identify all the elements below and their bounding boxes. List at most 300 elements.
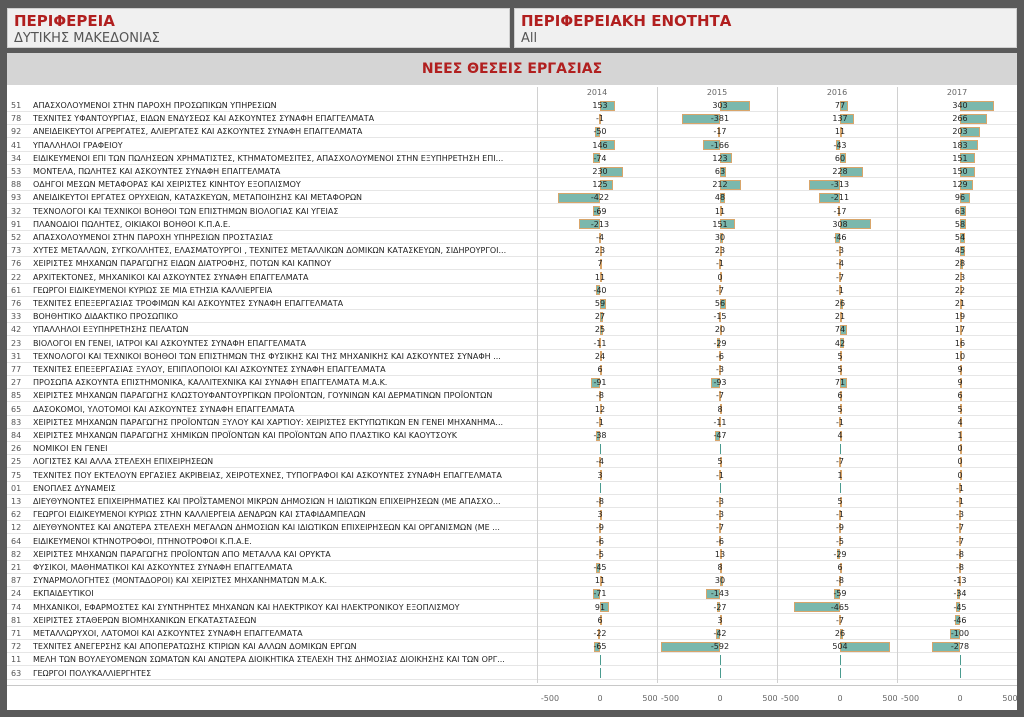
occupation-name: ΕΙΔΙΚΕΥΜΕΝΟΙ ΕΠΙ ΤΩΝ ΠΩΛΗΣΕΩΝ ΧΡΗΜΑΤΙΣΤΕΣ, ΚΤΗΜΑΤΟΜΕΣΙΤΕΣ, ΑΠΑΣΧΟΛΟΥΜΕΝΟΙ ΣΤΗΝ ΕΞΥΠΗΡΕΤΗΣΗ ΕΠΙ... bbox=[33, 153, 504, 163]
axis-tick-label: 0 bbox=[837, 694, 843, 703]
axis-tick-label: -500 bbox=[900, 694, 920, 703]
data-label: -13 bbox=[953, 576, 967, 586]
occupation-code: 01 bbox=[11, 483, 22, 493]
occupation-code: 33 bbox=[11, 312, 22, 322]
data-label: -143 bbox=[710, 589, 730, 599]
zero-marker bbox=[720, 444, 721, 454]
data-label: -6 bbox=[596, 536, 604, 546]
data-label: -29 bbox=[833, 549, 847, 559]
data-label: 11 bbox=[594, 272, 606, 282]
occupation-code: 42 bbox=[11, 325, 22, 335]
row-label bbox=[7, 178, 537, 191]
occupation-name: ΤΕΧΝΙΤΕΣ ΑΝΕΓΕΡΣΗΣ ΚΑΙ ΑΠΟΠΕΡΑΤΩΣΗΣ ΚΤΙΡΙΩΝ ΚΑΙ ΑΛΛΩΝ ΔΟΜΙΚΩΝ ΕΡΓΩΝ bbox=[33, 642, 357, 652]
axis-tick-label: 500 bbox=[762, 694, 778, 703]
occupation-code: 72 bbox=[11, 642, 22, 652]
data-label: -1 bbox=[956, 483, 964, 493]
data-label: -1 bbox=[596, 417, 604, 427]
data-label: 54 bbox=[954, 233, 966, 242]
zero-marker bbox=[840, 668, 841, 678]
zero-marker bbox=[960, 668, 961, 678]
data-label: -50 bbox=[593, 127, 607, 137]
row-label bbox=[7, 271, 537, 284]
data-label: 63 bbox=[714, 167, 726, 176]
x-axis bbox=[7, 685, 1017, 711]
data-label: -278 bbox=[950, 642, 970, 652]
chart-panel bbox=[7, 53, 1017, 710]
zero-marker bbox=[720, 668, 721, 678]
data-label: -3 bbox=[716, 510, 724, 520]
data-label: 25 bbox=[594, 325, 606, 335]
data-label: 203 bbox=[952, 127, 968, 137]
data-label: 151 bbox=[712, 219, 728, 229]
occupation-code: 22 bbox=[11, 272, 22, 282]
occupation-code: 53 bbox=[11, 167, 22, 176]
data-label: -8 bbox=[956, 563, 964, 572]
occupation-name: ΤΕΧΝΙΤΕΣ ΕΠΕΞΕΡΓΑΣΙΑΣ ΤΡΟΦΙΜΩΝ ΚΑΙ ΑΣΚΟΥΝΤΕΣ ΣΥΝΑΦΗ ΕΠΑΓΓΕΛΜΑΤΑ bbox=[33, 299, 344, 308]
occupation-code: 32 bbox=[11, 206, 22, 216]
zero-marker bbox=[600, 483, 601, 493]
axis-tick-label: -500 bbox=[660, 694, 680, 703]
data-label: -11 bbox=[713, 417, 727, 427]
occupation-name: ΜΟΝΤΕΛΑ, ΠΩΛΗΤΕΣ ΚΑΙ ΑΣΚΟΥΝΤΕΣ ΣΥΝΑΦΗ ΕΠΑΓΓΕΛΜΑΤΑ bbox=[33, 167, 281, 176]
occupation-code: 23 bbox=[11, 338, 22, 348]
axis-tick-label: 500 bbox=[1002, 694, 1018, 703]
occupation-name: ΠΡΟΣΩΠΑ ΑΣΚΟΥΝΤΑ ΕΠΙΣΤΗΜΟΝΙΚΑ, ΚΑΛΛΙΤΕΧΝΙΚΑ ΚΑΙ ΣΥΝΑΦΗ ΕΠΑΓΓΕΛΜΑΤΑ Μ.Α.Κ. bbox=[33, 378, 388, 388]
data-label: -6 bbox=[716, 536, 724, 546]
row-label bbox=[7, 205, 537, 218]
data-label: -46 bbox=[833, 233, 847, 242]
occupation-code: 76 bbox=[11, 299, 22, 308]
data-label: -4 bbox=[596, 233, 604, 242]
data-label: -71 bbox=[593, 589, 607, 599]
data-label: 28 bbox=[954, 259, 966, 269]
data-label: 77 bbox=[834, 101, 846, 110]
row-label bbox=[7, 482, 537, 495]
data-label: -42 bbox=[713, 629, 727, 638]
data-label: 308 bbox=[832, 219, 848, 229]
axis-tick-label: -500 bbox=[780, 694, 800, 703]
data-label: -1 bbox=[596, 114, 604, 124]
occupation-name: ΧΕΙΡΙΣΤΕΣ ΜΗΧΑΝΩΝ ΠΑΡΑΓΩΓΗΣ ΕΙΔΩΝ ΔΙΑΤΡΟΦΗΣ, ΠΟΤΩΝ ΚΑΙ ΚΑΠΝΟΥ bbox=[33, 259, 332, 269]
data-label: -7 bbox=[956, 523, 964, 533]
data-label: 153 bbox=[592, 101, 608, 110]
occupation-code: 75 bbox=[11, 470, 22, 480]
occupation-name: ΑΠΑΣΧΟΛΟΥΜΕΝΟΙ ΣΤΗΝ ΠΑΡΟΧΗ ΥΠΗΡΕΣΙΩΝ ΠΡΟΣΤΑΣΙΑΣ bbox=[33, 233, 274, 242]
filter-regional-unit[interactable] bbox=[514, 8, 1017, 48]
pane-separator bbox=[537, 87, 538, 683]
data-label: 5 bbox=[837, 497, 843, 506]
data-label: -59 bbox=[833, 589, 847, 599]
data-label: -313 bbox=[830, 180, 850, 190]
data-label: 42 bbox=[834, 338, 846, 348]
row-label bbox=[7, 627, 537, 640]
data-label: -47 bbox=[713, 431, 727, 440]
row-label bbox=[7, 112, 537, 125]
data-label: -8 bbox=[596, 391, 604, 401]
occupation-code: 64 bbox=[11, 536, 22, 546]
occupation-name: ΥΠΑΛΛΗΛΟΙ ΕΞΥΠΗΡΕΤΗΣΗΣ ΠΕΛΑΤΩΝ bbox=[33, 325, 189, 335]
data-label: -93 bbox=[713, 378, 727, 388]
data-label: -422 bbox=[590, 193, 610, 203]
data-label: -4 bbox=[836, 259, 844, 269]
data-label: 21 bbox=[954, 299, 966, 308]
data-label: -3 bbox=[716, 497, 724, 506]
data-label: 340 bbox=[952, 101, 968, 110]
data-label: 96 bbox=[954, 193, 966, 203]
pane-separator bbox=[777, 87, 778, 683]
data-label: -4 bbox=[596, 457, 604, 467]
data-label: -7 bbox=[716, 391, 724, 401]
data-label: 6 bbox=[957, 391, 963, 401]
chart-title: ΝΕΕΣ ΘΕΣΕΙΣ ΕΡΓΑΣΙΑΣ bbox=[7, 53, 1017, 85]
data-label: 1 bbox=[837, 470, 843, 480]
zero-marker bbox=[840, 655, 841, 665]
occupation-code: 52 bbox=[11, 233, 22, 242]
data-label: 23 bbox=[954, 272, 966, 282]
row-label bbox=[7, 99, 537, 112]
data-label: -1 bbox=[716, 259, 724, 269]
axis-tick-label: 0 bbox=[597, 694, 603, 703]
occupation-name: ΧΕΙΡΙΣΤΕΣ ΜΗΧΑΝΩΝ ΠΑΡΑΓΩΓΗΣ ΠΡΟΪΟΝΤΩΝ ΑΠΟ ΜΕΤΑΛΛΑ ΚΑΙ ΟΡΥΚΤΑ bbox=[33, 549, 331, 559]
pane-separator bbox=[897, 87, 898, 683]
data-label: 27 bbox=[594, 312, 606, 322]
data-label: 6 bbox=[597, 365, 603, 374]
data-label: 5 bbox=[837, 404, 843, 414]
occupation-code: 34 bbox=[11, 153, 22, 163]
occupation-code: 91 bbox=[11, 219, 22, 229]
row-label bbox=[7, 455, 537, 468]
row-label bbox=[7, 218, 537, 231]
occupation-code: 88 bbox=[11, 180, 22, 190]
data-label: 6 bbox=[837, 391, 843, 401]
occupation-code: 63 bbox=[11, 668, 22, 678]
occupation-code: 92 bbox=[11, 127, 22, 137]
occupation-name: ΓΕΩΡΓΟΙ ΠΟΛΥΚΑΛΛΙΕΡΓΗΤΕΣ bbox=[33, 668, 152, 678]
occupation-name: ΧΕΙΡΙΣΤΕΣ ΣΤΑΘΕΡΩΝ ΒΙΟΜΗΧΑΝΙΚΩΝ ΕΓΚΑΤΑΣΤΑΣΕΩΝ bbox=[33, 615, 257, 625]
occupation-code: 84 bbox=[11, 431, 22, 440]
data-label: 26 bbox=[834, 629, 846, 638]
data-label: 5 bbox=[957, 404, 963, 414]
data-label: 23 bbox=[594, 246, 606, 256]
occupation-code: 62 bbox=[11, 510, 22, 520]
data-label: 30 bbox=[714, 233, 726, 242]
data-label: -3 bbox=[956, 510, 964, 520]
occupation-code: 74 bbox=[11, 602, 22, 612]
occupation-code: 81 bbox=[11, 615, 22, 625]
data-label: -43 bbox=[833, 140, 847, 150]
data-label: 24 bbox=[594, 351, 606, 361]
row-label bbox=[7, 416, 537, 429]
row-label bbox=[7, 350, 537, 363]
data-label: 11 bbox=[714, 206, 726, 216]
pane-separator bbox=[657, 87, 658, 683]
year-label-2017: 2017 bbox=[946, 88, 968, 97]
occupation-name: ΔΙΕΥΘΥΝΟΝΤΕΣ ΕΠΙΧΕΙΡΗΜΑΤΙΕΣ ΚΑΙ ΠΡΟΪΣΤΑΜΕΝΟΙ ΜΙΚΡΩΝ ΔΗΜΟΣΙΩΝ Η ΙΔΙΩΤΙΚΩΝ ΕΠΙΧΕΙΡΗΣΕΩΝ (ΜΕ ΑΠΑΣΧΟ... bbox=[33, 497, 501, 506]
data-label: 45 bbox=[954, 246, 966, 256]
data-label: 0 bbox=[957, 444, 963, 454]
data-label: -8 bbox=[596, 497, 604, 506]
occupation-code: 77 bbox=[11, 365, 22, 374]
zero-marker bbox=[720, 483, 721, 493]
data-label: -74 bbox=[593, 153, 607, 163]
filter-regional-unit-title: ΠΕΡΙΦΕΡΕΙΑΚΗ ΕΝΟΤΗΤΑ bbox=[521, 12, 732, 30]
data-label: 60 bbox=[834, 153, 846, 163]
data-label: 0 bbox=[957, 457, 963, 467]
data-label: 21 bbox=[834, 312, 846, 322]
data-label: 266 bbox=[952, 114, 968, 124]
data-label: -22 bbox=[593, 629, 607, 638]
occupation-name: ΧΥΤΕΣ ΜΕΤΑΛΛΩΝ, ΣΥΓΚΟΛΛΗΤΕΣ, ΕΛΑΣΜΑΤΟΥΡΓΟΙ , ΤΕΧΝΙΤΕΣ ΜΕΤΑΛΛΙΚΩΝ ΔΟΜΙΚΩΝ ΚΑΤΑΣΚΕΥΩΝ, ΣΙΔΗΡΟΥΡΓΟΙ... bbox=[33, 246, 507, 256]
row-label bbox=[7, 403, 537, 416]
occupation-name: ΑΠΑΣΧΟΛΟΥΜΕΝΟΙ ΣΤΗΝ ΠΑΡΟΧΗ ΠΡΟΣΩΠΙΚΩΝ ΥΠΗΡΕΣΙΩΝ bbox=[33, 101, 277, 110]
row-label bbox=[7, 521, 537, 534]
zero-marker bbox=[720, 655, 721, 665]
data-label: -91 bbox=[593, 378, 607, 388]
occupation-name: ΝΟΜΙΚΟΙ ΕΝ ΓΕΝΕΙ bbox=[33, 444, 108, 454]
data-label: 146 bbox=[592, 140, 608, 150]
row-label bbox=[7, 389, 537, 402]
data-label: -7 bbox=[836, 272, 844, 282]
data-label: 303 bbox=[712, 101, 728, 110]
data-label: 5 bbox=[837, 351, 843, 361]
data-label: 12 bbox=[594, 404, 606, 414]
occupation-code: 61 bbox=[11, 285, 22, 295]
data-label: 74 bbox=[834, 325, 846, 335]
data-label: -8 bbox=[836, 576, 844, 586]
occupation-name: ΒΟΗΘΗΤΙΚΟ ΔΙΔΑΚΤΙΚΟ ΠΡΟΣΩΠΙΚΟ bbox=[33, 312, 179, 322]
occupation-name: ΧΕΙΡΙΣΤΕΣ ΜΗΧΑΝΩΝ ΠΑΡΑΓΩΓΗΣ ΚΛΩΣΤΟΥΦΑΝΤΟΥΡΓΙΚΩΝ ΠΡΟΪΟΝΤΩΝ, ΓΟΥΝΙΝΩΝ ΚΑΙ ΔΕΡΜΑΤΙΝΩΝ ΠΡΟΪΟΝΤΩΝ bbox=[33, 391, 493, 401]
row-label bbox=[7, 495, 537, 508]
data-label: 5 bbox=[717, 457, 723, 467]
data-label: 63 bbox=[954, 206, 966, 216]
occupation-name: ΤΕΧΝΟΛΟΓΟΙ ΚΑΙ ΤΕΧΝΙΚΟΙ ΒΟΗΘΟΙ ΤΩΝ ΕΠΙΣΤΗΜΩΝ ΤΗΣ ΦΥΣΙΚΗΣ ΚΑΙ ΤΗΣ ΜΗΧΑΝΙΚΗΣ ΚΑΙ ΑΣΚΟΥΝΤΕΣ ΣΥΝΑΦΗ ... bbox=[33, 351, 501, 361]
data-label: -9 bbox=[596, 523, 604, 533]
row-label bbox=[7, 561, 537, 574]
data-label: -7 bbox=[716, 285, 724, 295]
occupation-code: 27 bbox=[11, 378, 22, 388]
row-label bbox=[7, 139, 537, 152]
data-label: -27 bbox=[713, 602, 727, 612]
row-label bbox=[7, 429, 537, 442]
data-label: 4 bbox=[837, 431, 843, 440]
row-label bbox=[7, 152, 537, 165]
data-label: 56 bbox=[714, 299, 726, 308]
data-label: 3 bbox=[597, 470, 603, 480]
data-label: 58 bbox=[954, 219, 966, 229]
occupation-code: 76 bbox=[11, 259, 22, 269]
occupation-name: ΕΚΠΑΙΔΕΥΤΙΚΟΙ bbox=[33, 589, 94, 599]
occupation-code: 85 bbox=[11, 391, 22, 401]
row-label bbox=[7, 508, 537, 521]
row-label bbox=[7, 363, 537, 376]
occupation-name: ΤΕΧΝΙΤΕΣ ΥΦΑΝΤΟΥΡΓΙΑΣ, ΕΙΔΩΝ ΕΝΔΥΣΕΩΣ ΚΑΙ ΑΣΚΟΥΝΤΕΣ ΣΥΝΑΦΗ ΕΠΑΓΓΕΛΜΑΤΑ bbox=[33, 114, 375, 124]
occupation-name: ΛΟΓΙΣΤΕΣ ΚΑΙ ΑΛΛΑ ΣΤΕΛΕΧΗ ΕΠΙΧΕΙΡΗΣΕΩΝ bbox=[33, 457, 214, 467]
data-label: 13 bbox=[714, 549, 726, 559]
occupation-name: ΤΕΧΝΙΤΕΣ ΠΟΥ ΕΚΤΕΛΟΥΝ ΕΡΓΑΣΙΕΣ ΑΚΡΙΒΕΙΑΣ, ΧΕΙΡΟΤΕΧΝΕΣ, ΤΥΠΟΓΡΑΦΟΙ ΚΑΙ ΑΣΚΟΥΝΤΕΣ ΣΥΝΑΦΗ ΕΠΑΓΓΕΛΜΑΤΑ bbox=[33, 470, 502, 480]
data-label: -65 bbox=[593, 642, 607, 652]
occupation-name: ΕΙΔΙΚΕΥΜΕΝΟΙ ΚΤΗΝΟΤΡΟΦΟΙ, ΠΤΗΝΟΤΡΟΦΟΙ Κ.Π.Α.Ε. bbox=[33, 536, 252, 546]
data-label: -38 bbox=[593, 431, 607, 440]
data-label: -1 bbox=[716, 470, 724, 480]
data-label: -1 bbox=[836, 510, 844, 520]
occupation-code: 51 bbox=[11, 101, 22, 110]
data-label: -381 bbox=[710, 114, 730, 124]
occupation-name: ΧΕΙΡΙΣΤΕΣ ΜΗΧΑΝΩΝ ΠΑΡΑΓΩΓΗΣ ΠΡΟΪΟΝΤΩΝ ΞΥΛΟΥ ΚΑΙ ΧΑΡΤΙΟΥ: ΧΕΙΡΙΣΤΕΣ ΕΚΤΥΠΩΤΙΚΩΝ ΕΝ ΓΕΝΕΙ ΜΗΧΑΝΗΜΑ... bbox=[33, 417, 504, 427]
data-label: 3 bbox=[597, 510, 603, 520]
data-label: -45 bbox=[953, 602, 967, 612]
row-label bbox=[7, 337, 537, 350]
data-label: 59 bbox=[594, 299, 606, 308]
occupation-code: 25 bbox=[11, 457, 22, 467]
axis-tick-label: -500 bbox=[540, 694, 560, 703]
data-label: -1 bbox=[836, 417, 844, 427]
data-label: 7 bbox=[597, 259, 603, 269]
data-label: -1 bbox=[956, 497, 964, 506]
data-label: -3 bbox=[836, 246, 844, 256]
data-label: -3 bbox=[716, 365, 724, 374]
data-label: 48 bbox=[714, 193, 726, 203]
data-label: -17 bbox=[713, 127, 727, 137]
data-label: 10 bbox=[954, 351, 966, 361]
filter-region-value[interactable]: ΔΥΤΙΚΗΣ ΜΑΚΕΔΟΝΙΑΣ bbox=[14, 31, 160, 46]
data-label: 16 bbox=[954, 338, 966, 348]
data-label: 125 bbox=[592, 180, 608, 190]
data-label: -592 bbox=[710, 642, 730, 652]
occupation-name: ΑΡΧΙΤΕΚΤΟΝΕΣ, ΜΗΧΑΝΙΚΟΙ ΚΑΙ ΑΣΚΟΥΝΤΕΣ ΣΥΝΑΦΗ ΕΠΑΓΓΕΛΜΑΤΑ bbox=[33, 272, 309, 282]
data-label: 504 bbox=[832, 642, 848, 652]
row-label bbox=[7, 231, 537, 244]
data-label: -211 bbox=[830, 193, 850, 203]
data-label: 123 bbox=[712, 153, 728, 163]
data-label: -69 bbox=[593, 206, 607, 216]
occupation-name: ΠΛΑΝΟΔΙΟΙ ΠΩΛΗΤΕΣ, ΟΙΚΙΑΚΟΙ ΒΟΗΘΟΙ Κ.Π.Α.Ε. bbox=[33, 219, 231, 229]
data-label: -8 bbox=[956, 549, 964, 559]
row-label bbox=[7, 323, 537, 336]
row-label bbox=[7, 191, 537, 204]
year-label-2015: 2015 bbox=[706, 88, 728, 97]
year-header bbox=[7, 87, 1017, 99]
row-label bbox=[7, 640, 537, 653]
occupation-name: ΑΝΕΙΔΙΚΕΥΤΟΙ ΕΡΓΑΤΕΣ ΟΡΥΧΕΙΩΝ, ΚΑΤΑΣΚΕΥΩΝ, ΜΕΤΑΠΟΙΗΣΗΣ ΚΑΙ ΜΕΤΑΦΟΡΩΝ bbox=[33, 193, 363, 203]
axis-tick-label: 500 bbox=[642, 694, 658, 703]
data-label: 151 bbox=[952, 153, 968, 163]
occupation-name: ΟΔΗΓΟΙ ΜΕΣΩΝ ΜΕΤΑΦΟΡΑΣ ΚΑΙ ΧΕΙΡΙΣΤΕΣ ΚΙΝΗΤΟΥ ΕΞΟΠΛΙΣΜΟΥ bbox=[33, 180, 301, 190]
occupation-name: ΓΕΩΡΓΟΙ ΕΙΔΙΚΕΥΜΕΝΟΙ ΚΥΡΙΩΣ ΣΤΗΝ ΚΑΛΛΙΕΡΓΕΙΑ ΔΕΝΔΡΩΝ ΚΑΙ ΣΤΑΦΙΔΑΜΠΕΛΩΝ bbox=[33, 510, 366, 520]
occupation-code: 82 bbox=[11, 549, 22, 559]
row-label bbox=[7, 125, 537, 138]
data-label: 6 bbox=[837, 563, 843, 572]
data-label: 6 bbox=[597, 615, 603, 625]
data-label: 11 bbox=[834, 127, 846, 137]
data-label: 0 bbox=[957, 470, 963, 480]
data-label: -40 bbox=[593, 285, 607, 295]
occupation-code: 78 bbox=[11, 114, 22, 124]
data-label: 91 bbox=[594, 602, 606, 612]
occupation-name: ΦΥΣΙΚΟΙ, ΜΑΘΗΜΑΤΙΚΟΙ ΚΑΙ ΑΣΚΟΥΝΤΕΣ ΣΥΝΑΦΗ ΕΠΑΓΓΕΛΜΑΤΑ bbox=[33, 563, 293, 572]
data-label: -5 bbox=[596, 549, 604, 559]
row-label bbox=[7, 376, 537, 389]
axis-tick-label: 0 bbox=[957, 694, 963, 703]
row-label bbox=[7, 284, 537, 297]
data-label: -6 bbox=[716, 351, 724, 361]
occupation-name: ΥΠΑΛΛΗΛΟΙ ΓΡΑΦΕΙΟΥ bbox=[33, 140, 123, 150]
occupation-name: ΑΝΕΙΔΕΙΚΕΥΤΟΙ ΑΓΡΕΡΓΑΤΕΣ, ΑΛΙΕΡΓΑΤΕΣ ΚΑΙ ΑΣΚΟΥΝΤΕΣ ΣΥΝΑΦΗ ΕΠΑΓΓΕΛΜΑΤΑ bbox=[33, 127, 363, 137]
row-label bbox=[7, 548, 537, 561]
data-label: -7 bbox=[836, 615, 844, 625]
row-label bbox=[7, 574, 537, 587]
data-label: -9 bbox=[836, 523, 844, 533]
row-label bbox=[7, 257, 537, 270]
occupation-name: ΣΥΝΑΡΜΟΛΟΓΗΤΕΣ (ΜΟΝΤΑΔΟΡΟΙ) ΚΑΙ ΧΕΙΡΙΣΤΕΣ ΜΗΧΑΝΗΜΑΤΩΝ Μ.Α.Κ. bbox=[33, 576, 328, 586]
data-label: 8 bbox=[717, 404, 723, 414]
row-label bbox=[7, 469, 537, 482]
occupation-name: ΧΕΙΡΙΣΤΕΣ ΜΗΧΑΝΩΝ ΠΑΡΑΓΩΓΗΣ ΧΗΜΙΚΩΝ ΠΡΟΪΟΝΤΩΝ ΚΑΙ ΠΡΟΪΟΝΤΩΝ ΑΠΟ ΠΛΑΣΤΙΚΟ ΚΑΙ ΚΑΟΥΤΣΟΥΚ bbox=[33, 431, 458, 440]
data-label: -465 bbox=[830, 602, 850, 612]
data-label: 11 bbox=[594, 576, 606, 586]
data-label: 20 bbox=[714, 325, 726, 335]
occupation-code: 93 bbox=[11, 193, 22, 203]
data-label: -100 bbox=[950, 629, 970, 638]
data-label: 137 bbox=[832, 114, 848, 124]
occupation-name: ΓΕΩΡΓΟΙ ΕΙΔΙΚΕΥΜΕΝΟΙ ΚΥΡΙΩΣ ΣΕ ΜΙΑ ΕΤΗΣΙΑ ΚΑΛΛΙΕΡΓΕΙΑ bbox=[33, 285, 273, 295]
data-label: 22 bbox=[954, 285, 966, 295]
zero-marker bbox=[960, 655, 961, 665]
occupation-name: ΜΕΤΑΛΛΩΡΥΧΟΙ, ΛΑΤΟΜΟΙ ΚΑΙ ΑΣΚΟΥΝΤΕΣ ΣΥΝΑΦΗ ΕΠΑΓΓΕΛΜΑΤΑ bbox=[33, 629, 303, 638]
occupation-code: 24 bbox=[11, 589, 22, 599]
data-label: 5 bbox=[837, 365, 843, 374]
zero-marker bbox=[840, 444, 841, 454]
data-label: -45 bbox=[593, 563, 607, 572]
occupation-code: 83 bbox=[11, 417, 22, 427]
occupation-name: ΜΕΛΗ ΤΩΝ ΒΟΥΛΕΥΟΜΕΝΩΝ ΣΩΜΑΤΩΝ ΚΑΙ ΑΝΩΤΕΡΑ ΔΙΟΙΚΗΤΙΚΑ ΣΤΕΛΕΧΗ ΤΗΣ ΔΗΜΟΣΙΑΣ ΔΙΟΙΚΗΣΗΣ ΚΑΙ ΤΩΝ ΟΡΓ... bbox=[33, 655, 505, 665]
occupation-code: 21 bbox=[11, 563, 22, 572]
data-label: 9 bbox=[957, 365, 963, 374]
zero-marker bbox=[600, 655, 601, 665]
data-label: -7 bbox=[836, 457, 844, 467]
data-label: 3 bbox=[717, 615, 723, 625]
row-label bbox=[7, 587, 537, 600]
data-label: -15 bbox=[713, 312, 727, 322]
row-label bbox=[7, 601, 537, 614]
data-label: -11 bbox=[593, 338, 607, 348]
data-label: -34 bbox=[953, 589, 967, 599]
occupation-code: 65 bbox=[11, 404, 22, 414]
row-label bbox=[7, 667, 537, 680]
filter-regional-unit-value[interactable]: All bbox=[521, 31, 538, 46]
row-label bbox=[7, 535, 537, 548]
data-label: -46 bbox=[953, 615, 967, 625]
occupation-name: ΔΑΣΟΚΟΜΟΙ, ΥΛΟΤΟΜΟΙ ΚΑΙ ΑΣΚΟΥΝΤΕΣ ΣΥΝΑΦΗ ΕΠΑΓΓΕΛΜΑΤΑ bbox=[33, 404, 295, 414]
zero-marker bbox=[840, 483, 841, 493]
axis-tick-label: 500 bbox=[882, 694, 898, 703]
year-label-2014: 2014 bbox=[586, 88, 608, 97]
axis-tick-label: 0 bbox=[717, 694, 723, 703]
row-label bbox=[7, 614, 537, 627]
occupation-code: 26 bbox=[11, 444, 22, 454]
filter-region[interactable] bbox=[7, 8, 510, 48]
occupation-code: 13 bbox=[11, 497, 22, 506]
occupation-code: 31 bbox=[11, 351, 22, 361]
data-label: -1 bbox=[836, 285, 844, 295]
occupation-code: 71 bbox=[11, 629, 22, 638]
row-label bbox=[7, 442, 537, 455]
data-label: -213 bbox=[590, 219, 610, 229]
occupation-name: ΤΕΧΝΟΛΟΓΟΙ ΚΑΙ ΤΕΧΝΙΚΟΙ ΒΟΗΘΟΙ ΤΩΝ ΕΠΙΣΤΗΜΩΝ ΒΙΟΛΟΓΙΑΣ ΚΑΙ ΥΓΕΙΑΣ bbox=[33, 206, 339, 216]
data-label: 1 bbox=[957, 431, 963, 440]
row-label bbox=[7, 310, 537, 323]
data-label: 183 bbox=[952, 140, 968, 150]
data-label: -7 bbox=[716, 523, 724, 533]
